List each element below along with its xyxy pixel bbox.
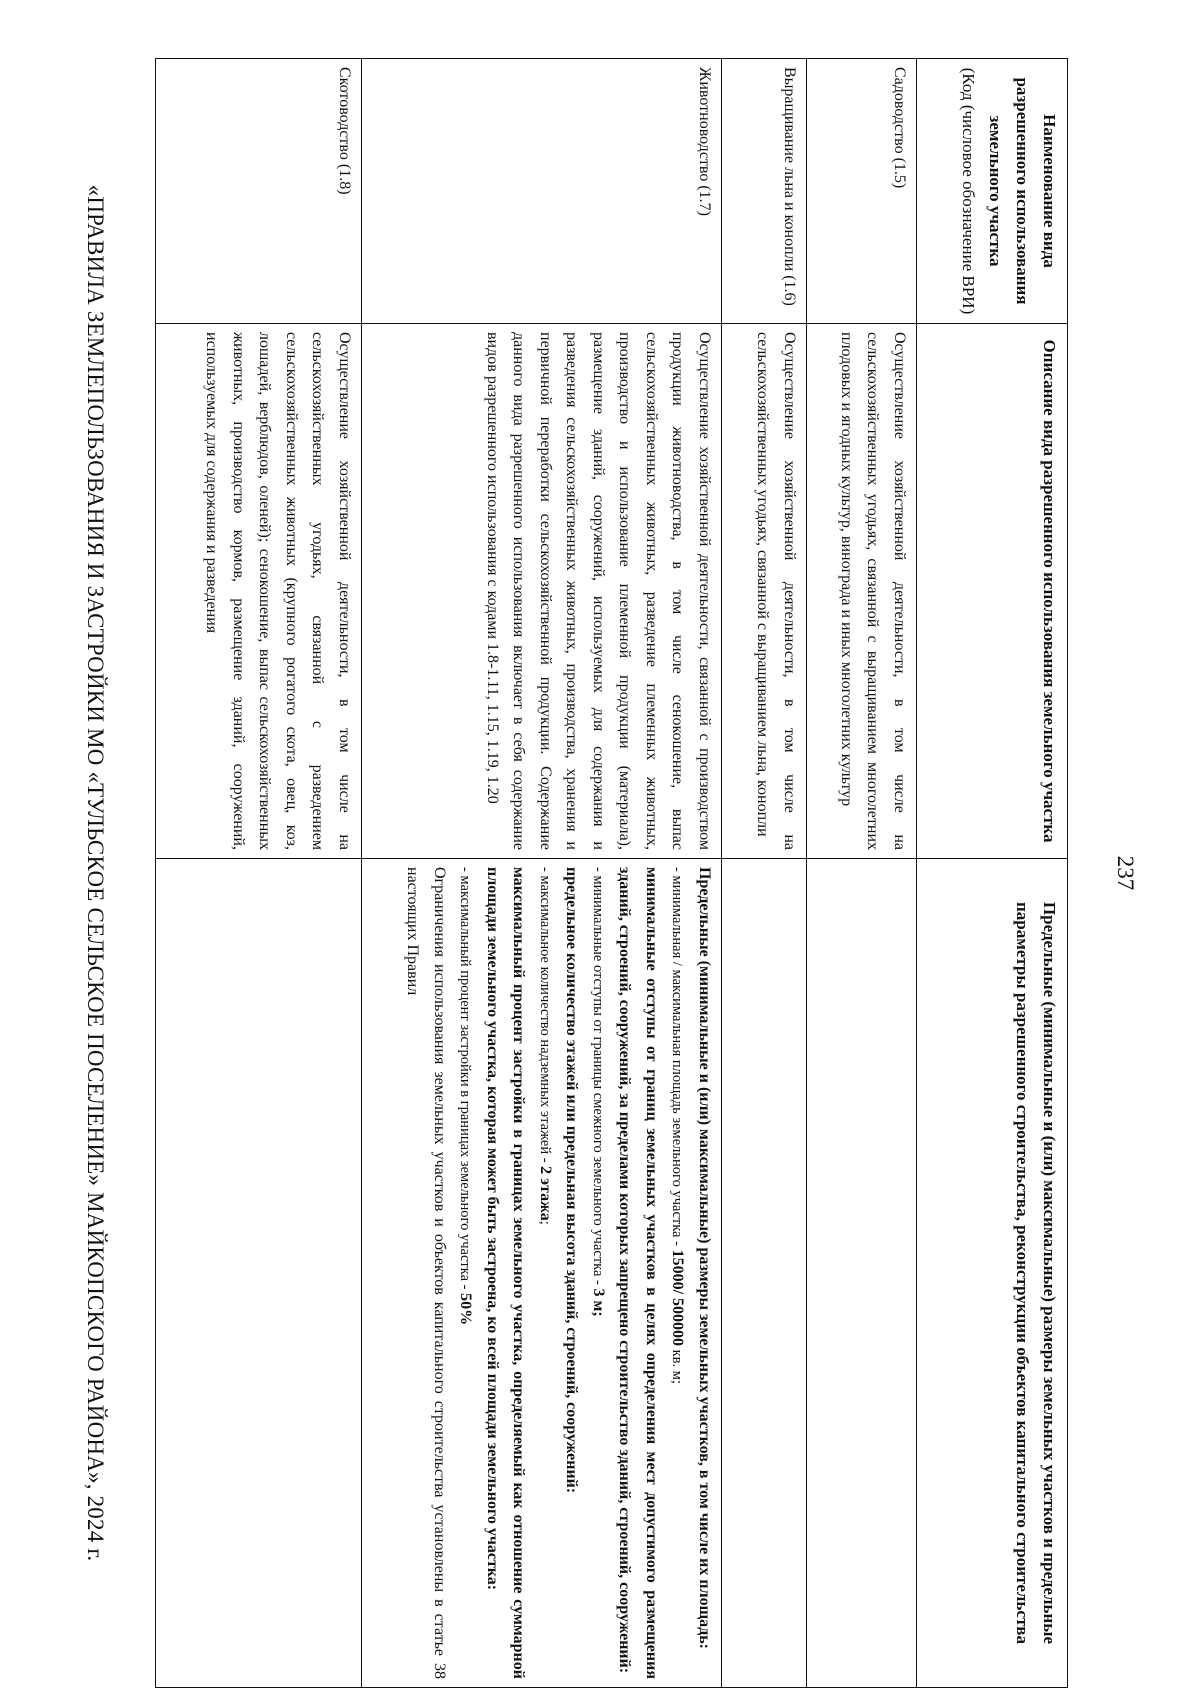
header-name-code: (Код (числовое обозначение ВРИ) xyxy=(959,67,978,315)
param-floors-end: ; xyxy=(537,1220,553,1225)
row-name: Скотоводство (1.8) xyxy=(155,59,361,324)
header-name-col xyxy=(917,59,1067,324)
row-description: Осуществление хозяйственной деятельности, в том числе на сельскохозяйственных угодьях, связанной с выращиванием многолетних плодовых и ягодных культур, винограда и иных многолетних культур xyxy=(806,324,916,859)
param-restrictions-text: Ограничения использования земельных участков и объектов капитального строительства установлены в статье 38 настоящих Правил xyxy=(404,867,448,1679)
row-description: Осуществление хозяйственной деятельности, связанной с производством продукции животноводства, в том числе сенокошение, выпас сельскохозяйственных животных, разведение племенных животных, производство и использование племенной продукции (материала), размещение зданий, сооружений, используемых для содержания и разведения сельскохозяйственных животных, производства, хранения и первичной переработки сельскохозяйственной продукции. Содержание данного вида разрешенного использования включает в себя содержание видов разрешенного использования с кодами 1.8-1.11, 1.15, 1.19, 1.20 xyxy=(361,324,721,859)
rotated-page xyxy=(60,58,1160,1688)
param-area-text: - минимальная / максимальная площадь земельного участка - xyxy=(669,867,686,1250)
header-name-title: Наименование вида разрешенного использования земельного участка xyxy=(986,77,1059,305)
param-coverage-text: - максимальный процент застройки в границах земельного участка - xyxy=(457,867,474,1294)
row-description: Осуществление хозяйственной деятельности, в том числе на сельскохозяйственных угодьях, связанной с выращиванием льна, конопли xyxy=(721,324,806,859)
param-coverage-heading: максимальный процент застройки в границах земельного участка, определяемый как отношение суммарной площади земельного участка, которая может быть застроена, ко всей площади земельного участка: xyxy=(484,867,528,1679)
header-params-col: Предельные (минимальные и (или) максимальные) размеры земельных участков и предельные параметры разрешенного строительства, реконструкции объектов капитального строительства xyxy=(1013,901,1059,1645)
param-coverage-value: 50% xyxy=(457,1293,475,1326)
table-row xyxy=(806,59,917,1687)
row-params xyxy=(721,859,806,1687)
param-size-heading: Предельные (минимальные и (или) максимальные) размеры земельных участков, в том числе их площадь: xyxy=(696,867,713,1649)
table-header-row xyxy=(917,59,1067,1687)
row-name: Животноводство (1.7) xyxy=(361,59,721,324)
param-area-unit: кв. м; xyxy=(669,1346,686,1384)
param-floors-value: 2 этажа xyxy=(537,1166,554,1221)
table-row xyxy=(361,59,722,1687)
header-description-col: Описание вида разрешенного использования земельного участка xyxy=(917,324,1067,859)
row-name: Выращивание льна и конопли (1.6) xyxy=(721,59,806,324)
param-floors-heading: предельное количество этажей или предельная высота зданий, строений, сооружений: xyxy=(563,867,581,1494)
row-params xyxy=(361,859,721,1687)
row-params xyxy=(806,859,916,1687)
param-setback-heading: минимальные отступы от границ земельных участков в целях определения мест допустимого размещения зданий, строений, сооружений, за пределами которых запрещено строительство зданий, строений, сооружений: xyxy=(616,867,660,1679)
document-footer: «ПРАВИЛА ЗЕМЛЕПОЛЬЗОВАНИЯ И ЗАСТРОЙКИ МО «ТУЛЬСКОЕ СЕЛЬСКОЕ ПОСЕЛЕНИЕ» МАЙКОПСКОГО РАЙОНА», 2024 г. xyxy=(83,184,108,1562)
param-area-value: 15000/ 500000 xyxy=(669,1249,687,1347)
table-row xyxy=(721,59,807,1687)
page-number: 237 xyxy=(1113,855,1138,891)
zoning-table xyxy=(155,58,1068,1688)
param-setback-value: 3 м; xyxy=(590,1288,607,1317)
row-description: Осуществление хозяйственной деятельности, в том числе на сельскохозяйственных угодьях, связанной с разведением сельскохозяйственных животных (крупного рогатого скота, овец, коз, лошадей, верблюдов, оленей); сенокошение, выпас сельскохозяйственных животных, производство кормов, размещение зданий, сооружений, используемых для содержания и разведения xyxy=(155,324,361,859)
row-params xyxy=(155,859,361,1687)
row-name: Садоводство (1.5) xyxy=(806,59,916,324)
param-floors-text: - максимальное количество надземных этажей - xyxy=(537,867,553,1167)
table-row xyxy=(155,59,362,1687)
param-setback-text: - минимальные отступы от границы смежного земельного участка - xyxy=(590,867,606,1289)
